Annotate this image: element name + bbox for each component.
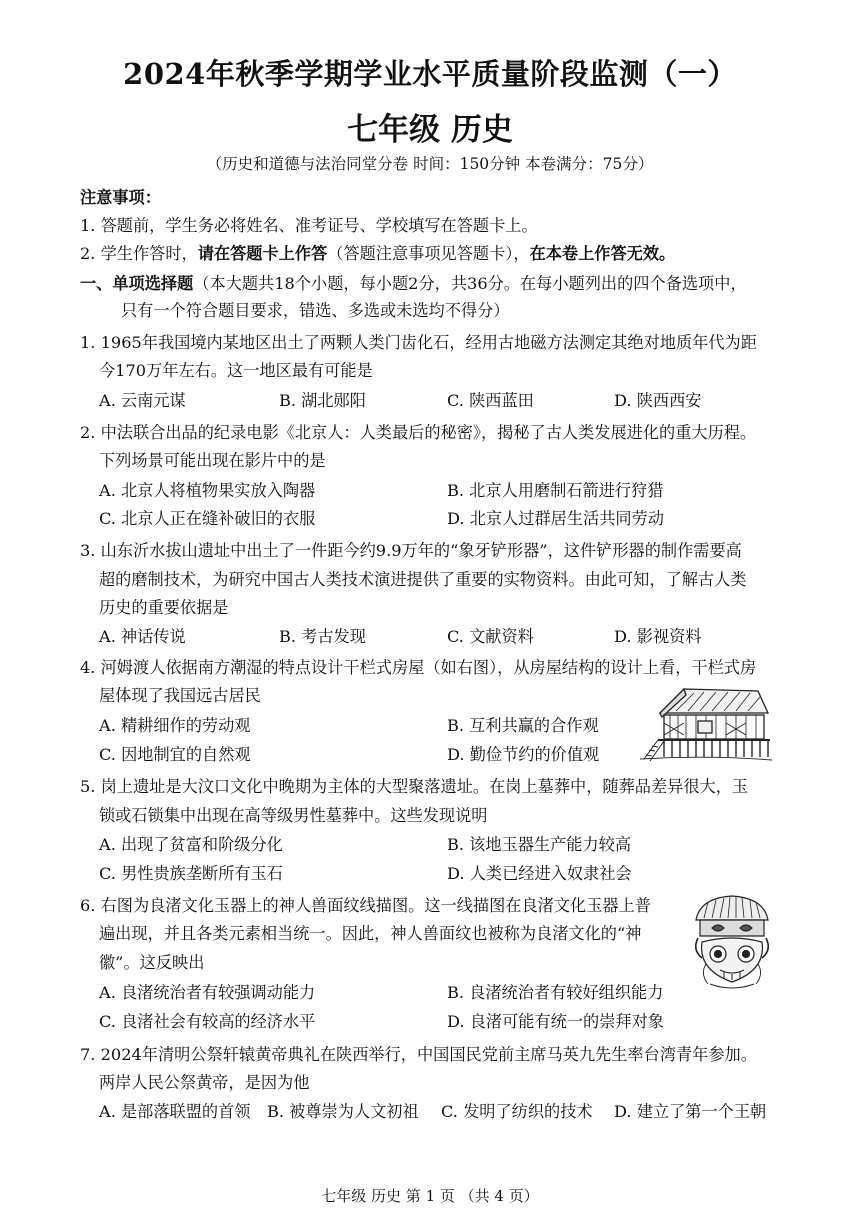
page-footer: 七年级 历史 第 1 页 （共 4 页） xyxy=(321,1187,539,1205)
q6-option-c: C. 良渚社会有较高的经济水平 xyxy=(99,1012,316,1031)
q5-stem-line-1: 5. 岗上遗址是大汶口文化中晚期为主体的大型聚落遗址。在岗上墓葬中，随葬品差异很大，玉 xyxy=(80,777,749,796)
q3-option-c: C. 文献资料 xyxy=(447,627,534,646)
q6-stem-line-2: 遍出现，并且各类元素相当统一。因此，神人兽面纹也被称为良渚文化的“神 xyxy=(99,924,642,943)
q6-option-b: B. 良渚统治者有较好组织能力 xyxy=(447,983,664,1002)
q4-option-d: D. 勤俭节约的价值观 xyxy=(447,745,600,764)
q3-stem-line-3: 历史的重要依据是 xyxy=(99,598,229,617)
q1-option-d: D. 陕西西安 xyxy=(614,391,702,410)
exam-title: 2024年秋季学期学业水平质量阶段监测（一） xyxy=(123,57,737,91)
q3-option-a: A. 神话传说 xyxy=(99,627,186,646)
q2-option-d: D. 北京人过群居生活共同劳动 xyxy=(447,509,664,528)
q3-stem-line-1: 3. 山东沂水拔山遗址中出土了一件距今约9.9万年的“象牙铲形器”，这件铲形器的制作需要高 xyxy=(80,541,742,560)
q3-option-d: D. 影视资料 xyxy=(614,627,702,646)
q2-option-c: C. 北京人正在缝补破旧的衣服 xyxy=(99,509,316,528)
q5-option-b: B. 该地玉器生产能力较高 xyxy=(447,835,632,854)
q6-stem-line-3: 徽”。这反映出 xyxy=(99,953,205,972)
liangzhu-mask-illustration xyxy=(690,890,774,994)
q1-option-a: A. 云南元谋 xyxy=(99,391,186,410)
exam-subtitle: 七年级 历史 xyxy=(347,112,513,148)
q2-option-b: B. 北京人用磨制石箭进行狩猎 xyxy=(447,481,664,500)
q7-option-a: A. 是部落联盟的首领 xyxy=(99,1102,251,1121)
q4-stem-line-1: 4. 河姆渡人依据南方潮湿的特点设计干栏式房屋（如右图），从房屋结构的设计上看，干栏式房 xyxy=(80,658,757,677)
q1-stem-line-2: 今170万年左右。这一地区最有可能是 xyxy=(99,361,373,380)
q5-option-c: C. 男性贵族垄断所有玉石 xyxy=(99,864,283,883)
q6-option-d: D. 良渚可能有统一的崇拜对象 xyxy=(447,1012,664,1031)
q2-stem-line-1: 2. 中法联合出品的纪录电影《北京人：人类最后的秘密》，揭秘了古人类发展进化的重大历程。 xyxy=(80,423,757,442)
notes-item-1: 1. 答题前，学生务必将姓名、准考证号、学校填写在答题卡上。 xyxy=(80,216,538,235)
q3-stem-line-2: 超的磨制技术，为研究中国古人类技术演进提供了重要的实物资料。由此可知，了解古人类 xyxy=(99,570,747,589)
q4-option-c: C. 因地制宜的自然观 xyxy=(99,745,251,764)
q4-stem-line-2: 屋体现了我国远古居民 xyxy=(99,686,261,705)
q6-option-a: A. 良渚统治者有较强调动能力 xyxy=(99,983,316,1002)
q2-stem-line-2: 下列场景可能出现在影片中的是 xyxy=(99,451,326,470)
exam-info: （历史和道德与法治同堂分卷 时间：150分钟 本卷满分：75分） xyxy=(206,155,654,173)
q4-option-b: B. 互利共赢的合作观 xyxy=(447,716,599,735)
section-1-desc: 只有一个符合题目要求，错选、多选或未选均不得分） xyxy=(121,301,510,320)
q3-option-b: B. 考古发现 xyxy=(279,627,366,646)
notes-item-2: 2. 学生作答时，请在答题卡上作答（答题注意事项见答题卡），在本卷上作答无效。 xyxy=(80,244,676,263)
q4-option-a: A. 精耕细作的劳动观 xyxy=(99,716,251,735)
q2-option-a: A. 北京人将植物果实放入陶器 xyxy=(99,481,316,500)
q6-stem-line-1: 6. 右图为良渚文化玉器上的神人兽面纹线描图。这一线描图在良渚文化玉器上普 xyxy=(80,896,651,915)
q5-option-a: A. 出现了贫富和阶级分化 xyxy=(99,835,283,854)
section-1-header: 一、单项选择题（本大题共18个小题，每小题2分，共36分。在每小题列出的四个备选项中， xyxy=(80,274,747,293)
q7-option-c: C. 发明了纺织的技术 xyxy=(441,1102,593,1121)
q7-option-b: B. 被尊崇为人文初祖 xyxy=(267,1102,419,1121)
q1-stem-line-1: 1. 1965年我国境内某地区出土了两颗人类门齿化石，经用古地磁方法测定其绝对地质年代为距 xyxy=(80,333,757,352)
q5-stem-line-2: 锁或石锁集中出现在高等级男性墓葬中。这些发现说明 xyxy=(99,806,488,825)
q7-stem-line-2: 两岸人民公祭黄帝，是因为他 xyxy=(99,1073,310,1092)
q1-option-c: C. 陕西蓝田 xyxy=(447,391,534,410)
stilt-house-illustration xyxy=(640,683,772,763)
notes-heading: 注意事项： xyxy=(80,188,161,207)
q7-option-d: D. 建立了第一个王朝 xyxy=(614,1102,767,1121)
q5-option-d: D. 人类已经进入奴隶社会 xyxy=(447,864,632,883)
q1-option-b: B. 湖北郧阳 xyxy=(279,391,366,410)
q7-stem-line-1: 7. 2024年清明公祭轩辕黄帝典礼在陕西举行，中国国民党前主席马英九先生率台湾青年参加。 xyxy=(80,1045,757,1064)
